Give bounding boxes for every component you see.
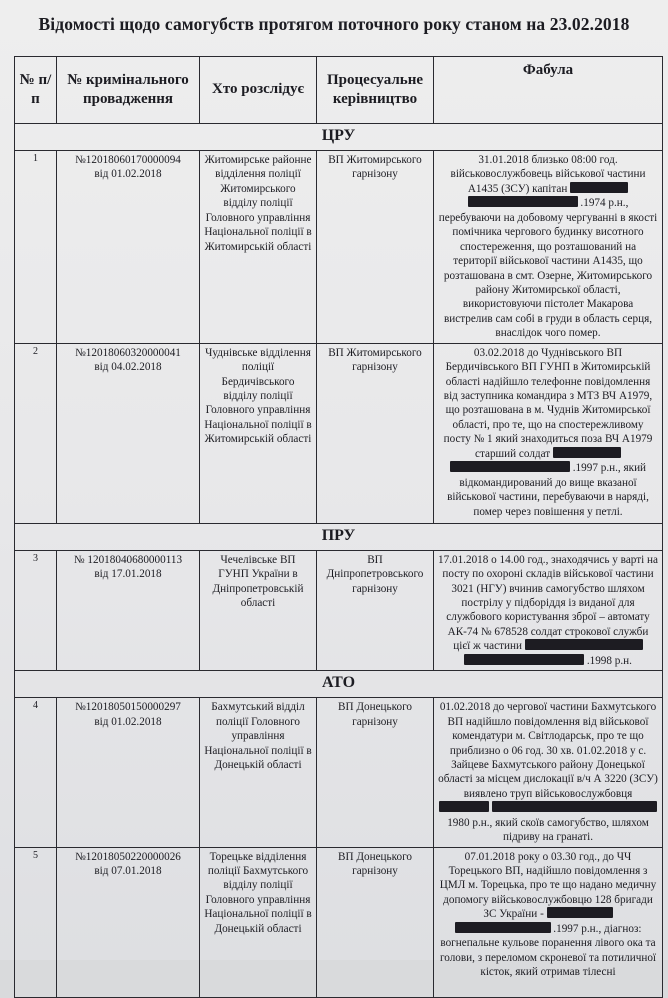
section-row — [15, 523, 663, 550]
redacted-name-bar — [450, 461, 570, 472]
section-row — [15, 671, 663, 698]
plot-cell — [434, 550, 663, 671]
procedural-cell: ВП Житомирського гарнізону — [317, 151, 434, 344]
plot-cell — [434, 343, 663, 523]
table-row — [15, 847, 663, 997]
case-number: №12018060320000041 — [75, 346, 181, 359]
header-num: № п/п — [15, 57, 57, 124]
header-procedural: Процесуальне керівництво — [317, 57, 434, 124]
plot-text-start: 07.01.2018 року о 03.30 год., до ЧЧ Торецького ВП, надійшло повідомлення з ЦМЛ м. Торецька, про те що надано медичну допомогу військовослужбовцю 128 бригади ЗС України - — [439, 850, 657, 921]
investigator-cell: Чечелівське ВП ГУНП України в Дніпропетровській області — [200, 550, 317, 671]
redacted-name-bar — [553, 447, 621, 458]
case-number: № 12018040680000113 — [73, 553, 183, 566]
section-title: АТО — [15, 671, 663, 698]
table-row — [15, 151, 663, 344]
case-date: від 01.02.2018 — [94, 168, 162, 181]
table-row — [15, 698, 663, 847]
redacted-name-bar — [464, 654, 584, 665]
plot-text-start: 17.01.2018 о 14.00 год., знаходячись у варті на посту по охороні складів військової частини 3021 (НГУ) вчинив самогубство шляхом пострілу у підборіддя із виданої для службового користування зброї – автомату АК-74 № 678528 солдат строкової служби цієї ж частини — [438, 553, 658, 653]
table-row — [15, 550, 663, 671]
case-cell — [57, 847, 200, 997]
case-cell — [57, 698, 200, 847]
row-number: 2 — [15, 343, 57, 523]
plot-text-start: 03.02.2018 до Чуднівського ВП Бердичівського ВП ГУНП в Житомирській області надійшло телефонне повідомлення від заступника командира з МТЗ ВЧ А1979, що розташована в м. Чуднів Житомирської області, про те, що на спостережливому посту № 1 який знаходиться поза ВЧ А1979 старший солдат — [443, 346, 653, 460]
plot-text-start: 01.02.2018 до чергової частини Бахмутського ВП надійшло повідомлення від військової комендатури м. Світлодарськ, про те що приблизно о 06 год. 30 хв. 01.02.2018 у с. Зайцеве Бахмутського району Донецької області за місцем дислокації в/ч А 3220 (ЗСУ) виявлено труп військовослужбовця — [438, 701, 658, 800]
procedural-cell: ВП Дніпропетровського гарнізону — [317, 550, 434, 671]
redacted-name-bar — [525, 639, 643, 650]
case-date: від 17.01.2018 — [94, 568, 162, 581]
investigator-cell: Торецьке відділення поліції Бахмутського відділу поліції Головного управління Національної поліції в Донецькій області — [200, 847, 317, 997]
redacted-name-bar — [455, 922, 551, 933]
section-row — [15, 124, 663, 151]
case-date: від 07.01.2018 — [94, 865, 162, 877]
header-investigator: Хто розслідує — [200, 57, 317, 124]
table-header-row — [15, 57, 663, 124]
plot-text-end: .1974 р.н., перебуваючи на добовому чергуванні в якості помічника чергового будинку висотного спостереження, що розташований на території військової частини А1435, що розташована в смт. Озерне, Житомирського району Житомирської області, використовуючи пістолет Макарова вистрелив сам собі в груди в область серця, внаслідок чого помер. — [438, 197, 658, 340]
redacted-name-bar — [570, 182, 628, 193]
plot-text-start: 31.01.2018 близько 08:00 год. військовослужбовець військової частини А1435 (ЗСУ) капітан — [450, 154, 646, 195]
case-date: від 01.02.2018 — [94, 715, 162, 728]
document-title: Відомості щодо самогубств протягом поточного року станом на 23.02.2018 — [38, 14, 630, 34]
row-number: 1 — [15, 151, 57, 344]
plot-text-end: 1980 р.н., який скоїв самогубство, шляхом підриву на гранаті. — [447, 816, 649, 844]
investigator-cell: Чуднівське відділення поліції Бердичівського відділу поліції Головного управління Національної поліції в Житомирській області — [200, 343, 317, 523]
section-title: ЦРУ — [15, 124, 663, 151]
plot-cell — [434, 847, 663, 997]
suicide-register-table — [14, 56, 663, 998]
investigator-cell: Житомирське районне відділення поліції Житомирського відділу поліції Головного управління Національної поліції в Житомирській області — [200, 151, 317, 344]
case-cell — [57, 550, 200, 671]
redacted-name-bar — [439, 801, 489, 812]
procedural-cell: ВП Донецького гарнізону — [317, 847, 434, 997]
section-title: ПРУ — [15, 523, 663, 550]
header-plot: Фабула — [434, 57, 663, 124]
case-number: №12018060170000094 — [75, 154, 181, 166]
plot-text-end: .1997 р.н., який відкомандирований до вище вказаної військової частини, перебуваючи в наряді, помер через повішення у петлі. — [447, 462, 649, 518]
case-number: №12018050220000026 — [75, 850, 181, 863]
investigator-cell: Бахмутський відділ поліції Головного управління Національної поліції в Донецькій області — [200, 698, 317, 847]
case-cell — [57, 151, 200, 344]
redacted-name-bar — [492, 801, 657, 812]
row-number: 3 — [15, 550, 57, 671]
redacted-name-bar — [468, 196, 578, 207]
plot-text-end: .1997 р.н., діагноз: вогнепальне кульове поранення лівого ока та голови, з переломом скроневої та потиличної кісток, який отримав тілесні — [439, 922, 657, 979]
procedural-cell: ВП Донецького гарнізону — [317, 698, 434, 847]
row-number: 5 — [15, 847, 57, 997]
header-case: № кримінального провадження — [57, 57, 200, 124]
plot-text-end: .1998 р.н. — [586, 654, 632, 667]
case-date: від 04.02.2018 — [94, 361, 162, 374]
row-number: 4 — [15, 698, 57, 847]
procedural-cell: ВП Житомирського гарнізону — [317, 343, 434, 523]
case-cell — [57, 343, 200, 523]
plot-cell — [434, 698, 663, 847]
case-number: №12018050150000297 — [75, 701, 181, 714]
plot-cell — [434, 151, 663, 344]
table-row — [15, 343, 663, 523]
redacted-name-bar — [547, 907, 613, 918]
